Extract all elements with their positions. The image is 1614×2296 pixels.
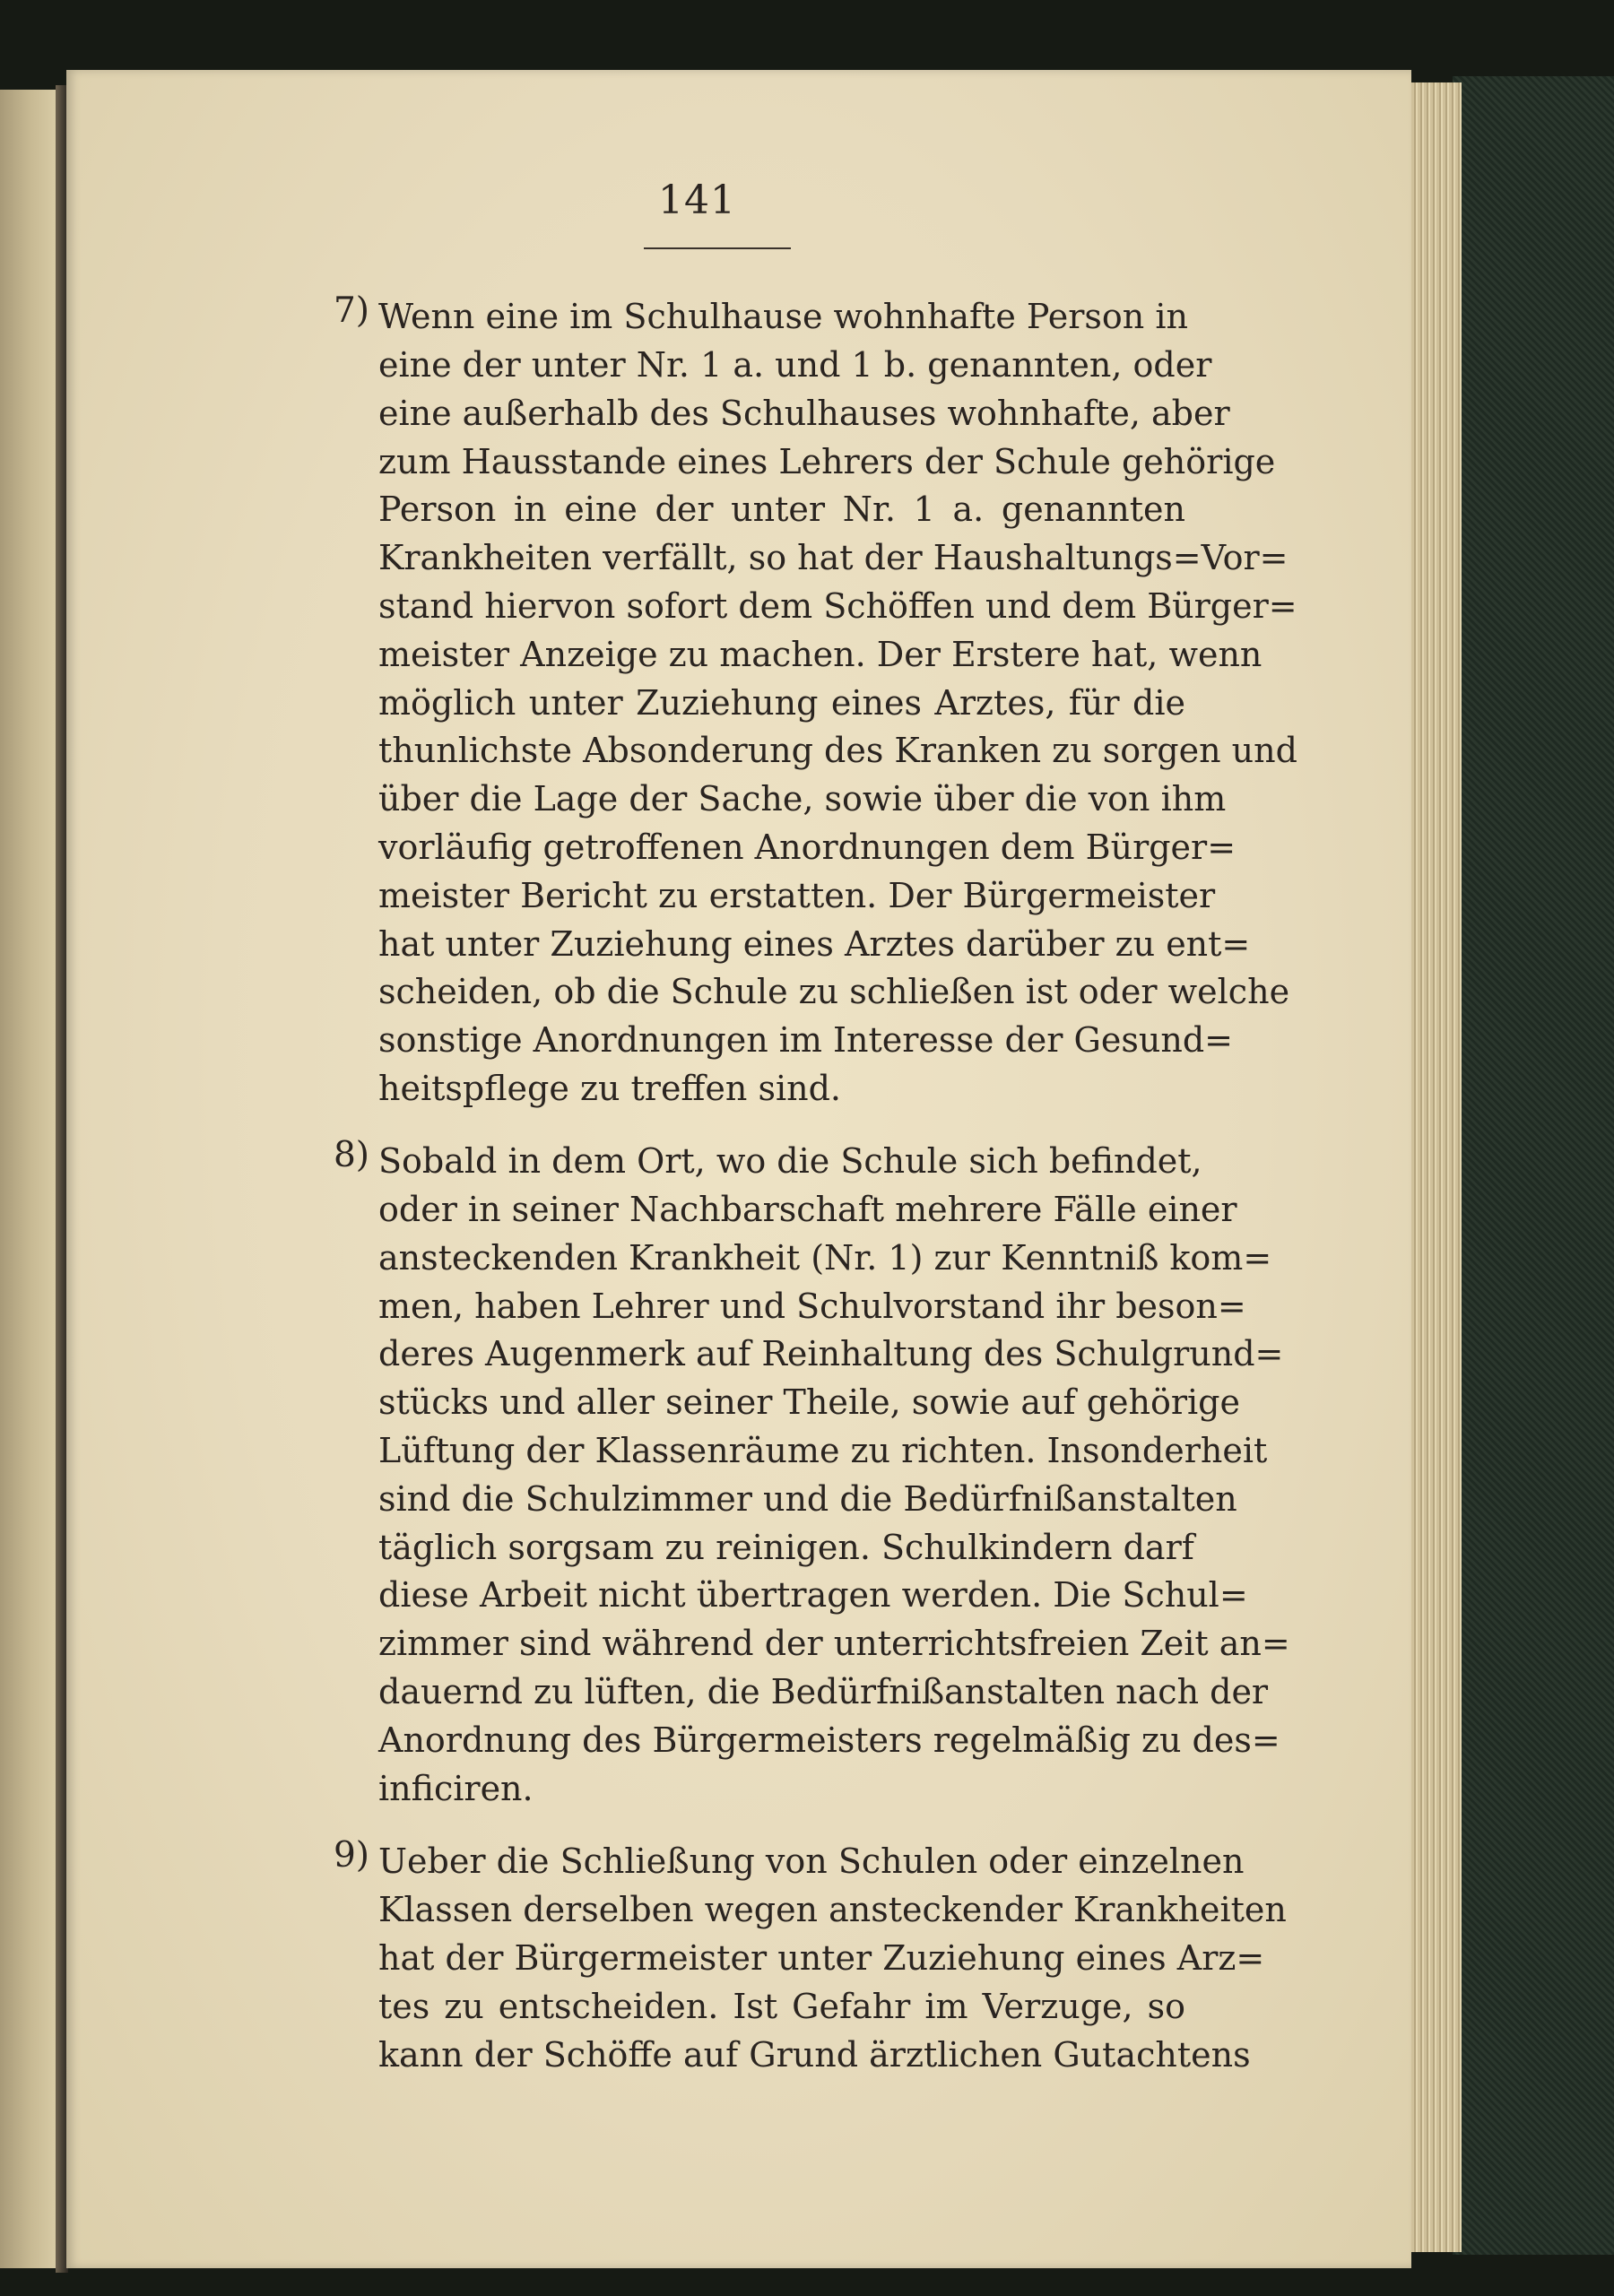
text-line: meister Bericht zu erstatten. Der Bürgermeister <box>378 876 1216 915</box>
text-line: zum Hausstande eines Lehrers der Schule gehörige <box>378 442 1276 481</box>
text-line: vorläufig getroffenen Anordnungen dem Bürger= <box>378 827 1237 867</box>
text-line: men, haben Lehrer und Schulvorstand ihr beson= <box>378 1287 1246 1326</box>
text-line: stücks und aller seiner Theile, sowie auf gehörige <box>378 1382 1240 1422</box>
text-line: täglich sorgsam zu reinigen. Schulkindern darf <box>378 1528 1194 1567</box>
text-line: thunlichste Absonderung des Kranken zu sorgen und <box>378 731 1297 770</box>
book-cover-edge <box>1453 76 1614 2255</box>
text-line: zimmer sind während der unterrichtsfreien Zeit an= <box>378 1624 1290 1663</box>
text-line: möglich unter Zuziehung eines Arztes, für die <box>378 683 1185 723</box>
page-number: 141 <box>658 178 736 223</box>
left-page-edge <box>0 90 56 2268</box>
text-line: eine außerhalb des Schulhauses wohnhafte, aber <box>378 394 1230 433</box>
text-line: sonstige Anordnungen im Interesse der Gesund= <box>378 1020 1233 1060</box>
text-line: inficiren. <box>378 1769 534 1808</box>
text-line: eine der unter Nr. 1 a. und 1 b. genannten, oder <box>378 345 1212 385</box>
text-line: Krankheiten verfällt, so hat der Haushaltungs=Vor= <box>378 538 1289 577</box>
text-line: Wenn eine im Schulhause wohnhafte Person in <box>378 297 1188 336</box>
text-line: deres Augenmerk auf Reinhaltung des Schulgrund= <box>378 1334 1284 1373</box>
text-line: Sobald in dem Ort, wo die Schule sich befindet, <box>378 1141 1202 1181</box>
text-line: tes zu entscheiden. Ist Gefahr im Verzuge, so <box>378 1987 1185 2026</box>
paragraph-number: 8) <box>333 1135 369 1175</box>
text-line: kann der Schöffe auf Grund ärztlichen Gutachtens <box>378 2035 1251 2075</box>
text-line: scheiden, ob die Schule zu schließen ist oder welche <box>378 972 1290 1011</box>
text-line: meister Anzeige zu machen. Der Erstere hat, wenn <box>378 635 1263 674</box>
text-line: diese Arbeit nicht übertragen werden. Die Schul= <box>378 1575 1248 1615</box>
text-line: hat unter Zuziehung eines Arztes darüber zu ent= <box>378 924 1251 964</box>
text-line: ansteckenden Krankheit (Nr. 1) zur Kenntniß kom= <box>378 1238 1272 1278</box>
header-rule <box>644 247 791 249</box>
text-line: über die Lage der Sache, sowie über die von ihm <box>378 779 1227 819</box>
text-line: Person in eine der unter Nr. 1 a. genannten <box>378 490 1185 529</box>
text-line: Klassen derselben wegen ansteckender Krankheiten <box>378 1890 1287 1929</box>
text-line: heitspflege zu treffen sind. <box>378 1069 842 1108</box>
text-line: sind die Schulzimmer und die Bedürfnißanstalten <box>378 1479 1237 1519</box>
text-line: stand hiervon sofort dem Schöffen und dem Bürger= <box>378 586 1297 626</box>
paragraph-number: 7) <box>333 290 369 331</box>
text-line: hat der Bürgermeister unter Zuziehung eines Arz= <box>378 1938 1265 1978</box>
text-line: dauernd zu lüften, die Bedürfnißanstalten nach der <box>378 1672 1269 1711</box>
text-line: oder in seiner Nachbarschaft mehrere Fälle einer <box>378 1190 1237 1229</box>
text-line: Anordnung des Bürgermeisters regelmäßig zu des= <box>378 1720 1280 1760</box>
paragraph-number: 9) <box>333 1835 369 1876</box>
text-line: Lüftung der Klassenräume zu richten. Insonderheit <box>378 1431 1268 1470</box>
text-line: Ueber die Schließung von Schulen oder einzelnen <box>378 1841 1245 1881</box>
